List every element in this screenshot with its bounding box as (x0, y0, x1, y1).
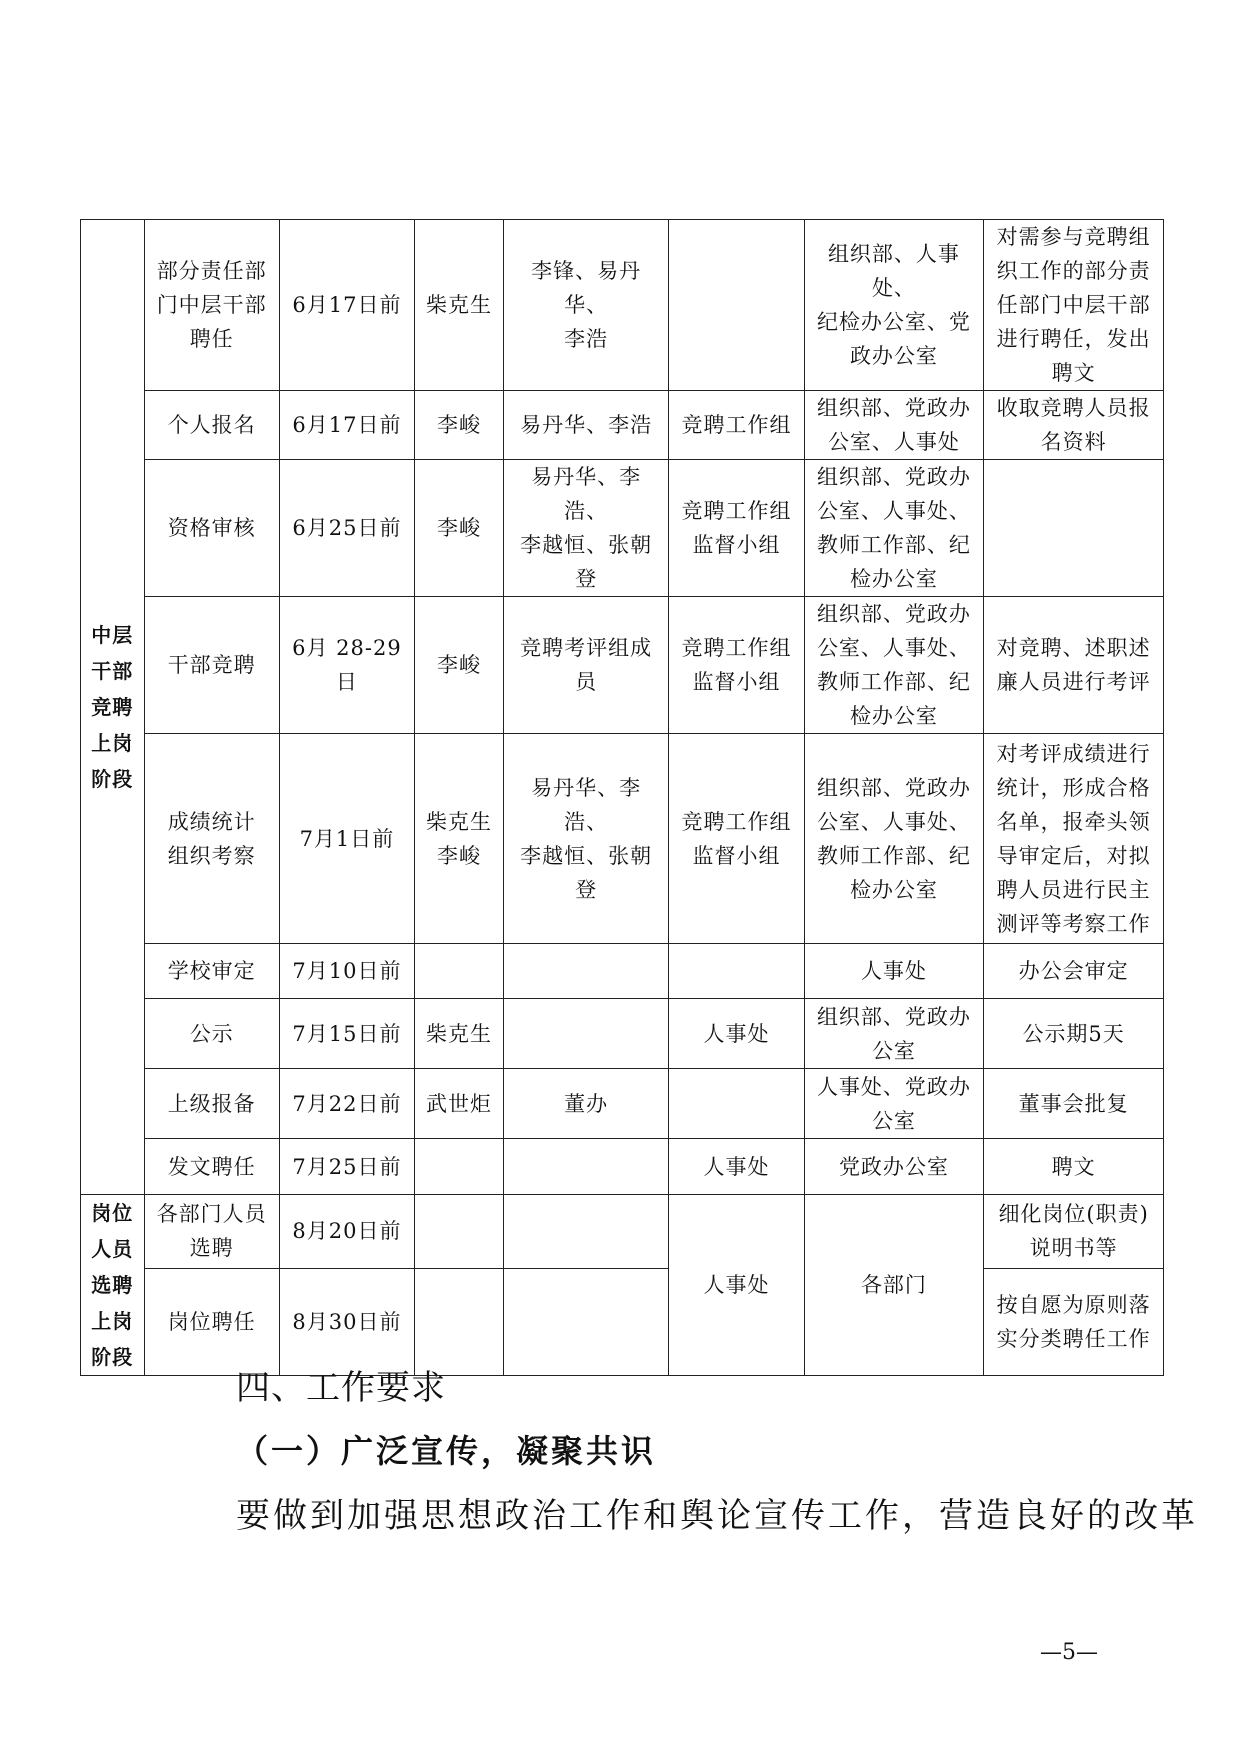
lead-cell: 柴克生 李峻 (415, 734, 504, 944)
note-cell: 对竞聘、述职述 廉人员进行考评 (984, 597, 1164, 734)
dept-cell: 组织部、党政办 公室、人事处、 教师工作部、纪 检办公室 (804, 597, 984, 734)
staff-cell: 易丹华、李浩 (503, 391, 669, 460)
schedule-table (80, 219, 1164, 1376)
group-cell: 竞聘工作组 监督小组 (669, 597, 804, 734)
section-heading: 四、工作要求 (236, 1368, 446, 1408)
group-cell (669, 944, 804, 999)
dept-cell: 组织部、人事处、 纪检办公室、党 政办公室 (804, 220, 984, 391)
staff-cell (503, 1268, 669, 1375)
subsection-heading: （一）广泛宣传，凝聚共识 (236, 1432, 657, 1470)
task-cell: 各部门人员 选聘 (144, 1195, 279, 1269)
group-cell: 人事处 (669, 1195, 804, 1376)
time-cell: 6月17日前 (279, 220, 414, 391)
time-cell: 7月10日前 (279, 944, 414, 999)
staff-cell (503, 1139, 669, 1195)
time-cell: 6月25日前 (279, 460, 414, 597)
staff-cell: 易丹华、李浩、 李越恒、张朝 登 (503, 460, 669, 597)
task-cell: 干部竞聘 (144, 597, 279, 734)
task-cell: 学校审定 (144, 944, 279, 999)
group-cell: 人事处 (669, 1139, 804, 1195)
task-cell: 上级报备 (144, 1069, 279, 1139)
lead-cell: 李峻 (415, 460, 504, 597)
note-cell: 细化岗位(职责) 说明书等 (984, 1195, 1164, 1269)
note-cell: 公示期5天 (984, 999, 1164, 1069)
group-cell: 竞聘工作组 (669, 391, 804, 460)
dept-cell: 组织部、党政办 公室、人事处、 教师工作部、纪 检办公室 (804, 734, 984, 944)
task-cell: 公示 (144, 999, 279, 1069)
lead-cell: 柴克生 (415, 999, 504, 1069)
note-cell: 聘文 (984, 1139, 1164, 1195)
page-number: —5— (1040, 1640, 1098, 1665)
note-cell (984, 460, 1164, 597)
time-cell: 8月30日前 (279, 1268, 414, 1375)
phase-label: 岗位 人员 选聘 上岗 阶段 (81, 1195, 145, 1376)
time-cell: 7月1日前 (279, 734, 414, 944)
staff-cell: 董办 (503, 1069, 669, 1139)
staff-cell: 易丹华、李浩、 李越恒、张朝 登 (503, 734, 669, 944)
lead-cell: 柴克生 (415, 220, 504, 391)
note-cell: 董事会批复 (984, 1069, 1164, 1139)
group-cell (669, 220, 804, 391)
dept-cell: 人事处 (804, 944, 984, 999)
note-cell: 收取竞聘人员报 名资料 (984, 391, 1164, 460)
note-cell: 办公会审定 (984, 944, 1164, 999)
lead-cell: 李峻 (415, 597, 504, 734)
group-cell (669, 1069, 804, 1139)
time-cell: 7月25日前 (279, 1139, 414, 1195)
time-cell: 7月15日前 (279, 999, 414, 1069)
note-cell: 对需参与竞聘组 织工作的部分责 任部门中层干部 进行聘任，发出 聘文 (984, 220, 1164, 391)
task-cell: 部分责任部 门中层干部 聘任 (144, 220, 279, 391)
task-cell: 资格审核 (144, 460, 279, 597)
lead-cell (415, 1195, 504, 1269)
dept-cell: 组织部、党政办 公室、人事处、 教师工作部、纪 检办公室 (804, 460, 984, 597)
dept-cell: 人事处、党政办 公室 (804, 1069, 984, 1139)
staff-cell (503, 1195, 669, 1269)
lead-cell (415, 1139, 504, 1195)
staff-cell (503, 944, 669, 999)
time-cell: 8月20日前 (279, 1195, 414, 1269)
group-cell: 竞聘工作组 监督小组 (669, 734, 804, 944)
body-paragraph: 要做到加强思想政治工作和舆论宣传工作，营造良好的改革 (236, 1496, 1198, 1536)
dept-cell: 各部门 (804, 1195, 984, 1376)
lead-cell: 李峻 (415, 391, 504, 460)
task-cell: 个人报名 (144, 391, 279, 460)
phase-label: 中层 干部 竞聘 上岗 阶段 (81, 220, 145, 1195)
group-cell: 人事处 (669, 999, 804, 1069)
time-cell: 7月22日前 (279, 1069, 414, 1139)
dept-cell: 组织部、党政办 公室、人事处 (804, 391, 984, 460)
time-cell: 6月 28-29 日 (279, 597, 414, 734)
lead-cell (415, 944, 504, 999)
note-cell: 对考评成绩进行 统计，形成合格 名单，报牵头领 导审定后，对拟 聘人员进行民主 测评等考察工作 (984, 734, 1164, 944)
dept-cell: 党政办公室 (804, 1139, 984, 1195)
time-cell: 6月17日前 (279, 391, 414, 460)
task-cell: 岗位聘任 (144, 1268, 279, 1375)
dept-cell: 组织部、党政办 公室 (804, 999, 984, 1069)
lead-cell: 武世炬 (415, 1069, 504, 1139)
task-cell: 成绩统计 组织考察 (144, 734, 279, 944)
group-cell: 竞聘工作组 监督小组 (669, 460, 804, 597)
staff-cell: 李锋、易丹华、 李浩 (503, 220, 669, 391)
task-cell: 发文聘任 (144, 1139, 279, 1195)
note-cell: 按自愿为原则落 实分类聘任工作 (984, 1268, 1164, 1375)
staff-cell: 竞聘考评组成 员 (503, 597, 669, 734)
staff-cell (503, 999, 669, 1069)
